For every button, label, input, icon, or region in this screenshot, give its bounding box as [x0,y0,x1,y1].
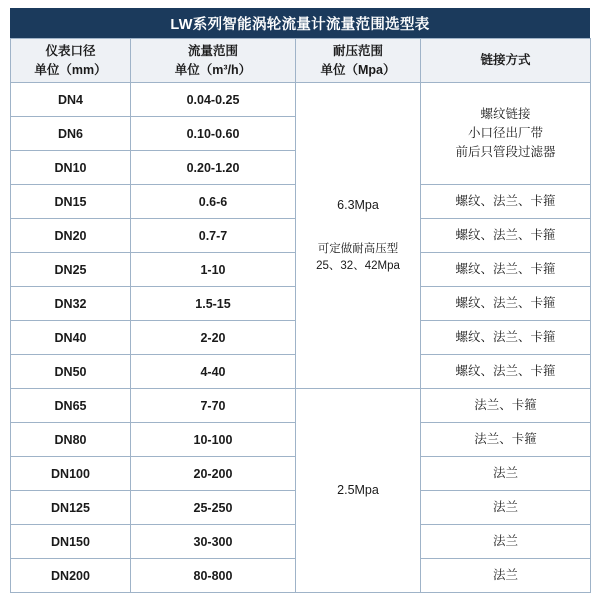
cell-diameter: DN50 [11,355,131,389]
cell-connection: 螺纹、法兰、卡箍 [421,185,591,219]
table-header [11,39,591,83]
column-header-connection-line1: 链接方式 [480,53,531,68]
column-header-flow-range-line2: 单位（m³/h） [174,62,252,77]
column-header-pressure-range-line2: 单位（Mpa） [320,62,396,77]
cell-diameter: DN100 [11,457,131,491]
cell-connection: 法兰 [421,525,591,559]
pressure-note-line1: 可定做耐高压型 [317,242,399,255]
column-header-pressure-range-line1: 耐压范围 [332,44,383,59]
cell-diameter: DN65 [11,389,131,423]
cell-diameter: DN125 [11,491,131,525]
cell-diameter: DN80 [11,423,131,457]
page-title [10,8,590,38]
column-header-pressure-range [296,39,421,83]
column-header-diameter [11,39,131,83]
cell-diameter: DN200 [11,559,131,593]
cell-flow-range: 20-200 [131,457,296,491]
cell-connection: 法兰 [421,457,591,491]
cell-flow-range: 0.20-1.20 [131,151,296,185]
connection-line1: 螺纹链接 [480,107,531,122]
cell-diameter: DN6 [11,117,131,151]
cell-pressure-range-group-1 [296,83,421,389]
cell-flow-range: 4-40 [131,355,296,389]
cell-connection: 螺纹、法兰、卡箍 [421,219,591,253]
cell-connection: 法兰、卡箍 [421,389,591,423]
table-row [11,83,591,117]
cell-flow-range: 30-300 [131,525,296,559]
cell-flow-range: 1.5-15 [131,287,296,321]
cell-flow-range: 0.7-7 [131,219,296,253]
cell-connection: 螺纹、法兰、卡箍 [421,287,591,321]
pressure-value-1: 6.3Mpa [337,197,379,212]
column-header-connection [421,39,591,83]
cell-flow-range: 0.6-6 [131,185,296,219]
cell-diameter: DN15 [11,185,131,219]
cell-flow-range: 1-10 [131,253,296,287]
cell-connection: 法兰 [421,559,591,593]
connection-line2: 小口径出厂带 [467,126,543,141]
column-header-diameter-line2: 单位（mm） [34,62,107,77]
cell-flow-range: 0.10-0.60 [131,117,296,151]
cell-connection: 螺纹、法兰、卡箍 [421,253,591,287]
cell-flow-range: 7-70 [131,389,296,423]
connection-line3: 前后只管段过滤器 [455,144,556,159]
cell-flow-range: 80-800 [131,559,296,593]
column-header-flow-range-line1: 流量范围 [187,44,238,59]
cell-flow-range: 10-100 [131,423,296,457]
pressure-note-line2: 25、32、42Mpa [316,259,400,272]
header-row [11,39,591,83]
cell-connection: 法兰 [421,491,591,525]
cell-diameter: DN10 [11,151,131,185]
cell-connection: 法兰、卡箍 [421,423,591,457]
table-body [11,83,591,593]
cell-diameter: DN40 [11,321,131,355]
page-title-text: LW系列智能涡轮流量计流量范围选型表 [170,16,430,33]
cell-diameter: DN32 [11,287,131,321]
cell-diameter: DN150 [11,525,131,559]
cell-pressure-range-group-2: 2.5Mpa [296,389,421,593]
cell-flow-range: 0.04-0.25 [131,83,296,117]
table-row [11,389,591,423]
cell-flow-range: 2-20 [131,321,296,355]
column-header-diameter-line1: 仪表口径 [45,44,96,59]
specification-table [10,38,591,593]
column-header-flow-range [131,39,296,83]
cell-flow-range: 25-250 [131,491,296,525]
cell-connection: 螺纹、法兰、卡箍 [421,355,591,389]
cell-diameter: DN4 [11,83,131,117]
cell-diameter: DN25 [11,253,131,287]
cell-diameter: DN20 [11,219,131,253]
cell-connection: 螺纹、法兰、卡箍 [421,321,591,355]
cell-connection-group-1 [421,83,591,185]
